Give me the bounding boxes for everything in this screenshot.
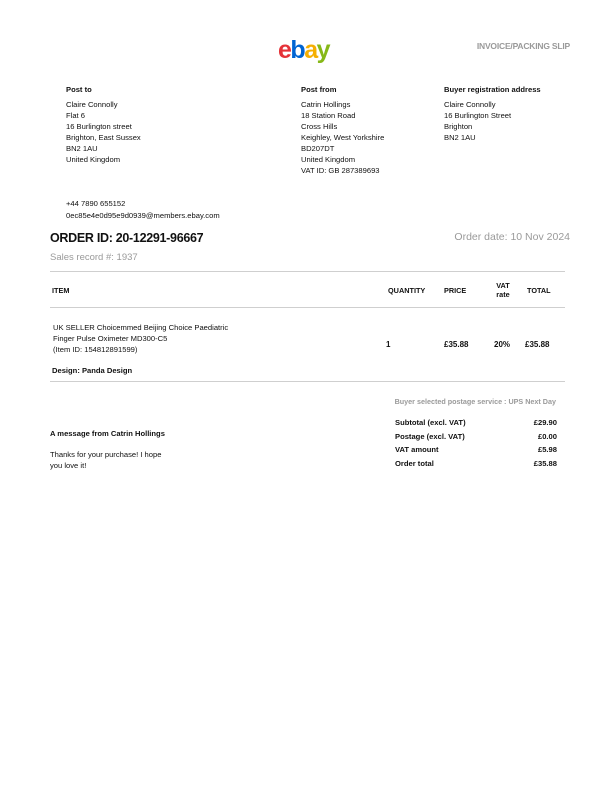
seller-message-body bbox=[50, 449, 200, 471]
address-line: 18 Station Road bbox=[301, 111, 356, 120]
post-from-heading: Post from bbox=[301, 85, 337, 94]
address-line: Brighton bbox=[444, 122, 473, 131]
totals-row-order-total bbox=[395, 459, 557, 473]
vat-id: VAT ID: GB 287389693 bbox=[301, 166, 380, 175]
address-line: BN2 1AU bbox=[66, 144, 98, 153]
seller-message-title: A message from Catrin Hollings bbox=[50, 429, 165, 438]
logo-letter-a: a bbox=[304, 36, 317, 64]
address-line: Flat 6 bbox=[66, 111, 85, 120]
logo-letter-b: b bbox=[290, 36, 305, 64]
buyer-phone: +44 7890 655152 bbox=[66, 199, 126, 208]
column-header-item: ITEM bbox=[52, 286, 70, 295]
address-line: Cross Hills bbox=[301, 122, 338, 131]
address-line: Claire Connolly bbox=[66, 100, 118, 109]
column-header-quantity: QUANTITY bbox=[388, 286, 426, 295]
totals-label: Subtotal (excl. VAT) bbox=[395, 418, 466, 427]
totals-value: £35.88 bbox=[533, 458, 557, 468]
totals-label: Postage (excl. VAT) bbox=[395, 431, 465, 441]
buyer-email: 0ec85e4e0d95e9d0939@members.ebay.com bbox=[66, 211, 220, 220]
address-line: BN2 1AU bbox=[444, 133, 476, 142]
item-vat-rate: 20% bbox=[494, 340, 511, 349]
address-line: Claire Connolly bbox=[444, 100, 496, 109]
sales-record: Sales record #: 1937 bbox=[50, 252, 138, 263]
order-date: Order date: 10 Nov 2024 bbox=[454, 231, 570, 243]
totals-value: £5.98 bbox=[537, 445, 557, 454]
table-top-divider bbox=[50, 271, 565, 272]
post-from-address bbox=[301, 84, 441, 176]
address-line: Catrin Hollings bbox=[301, 100, 351, 109]
item-title-line: Finger Pulse Oximeter MD300-C5 bbox=[53, 334, 168, 343]
vat-header-line: VAT bbox=[496, 281, 510, 290]
logo-letter-y: y bbox=[316, 36, 329, 64]
item-total: £35.88 bbox=[525, 340, 550, 349]
logo-letter-e: e bbox=[278, 36, 291, 64]
post-to-address bbox=[66, 84, 266, 165]
address-line: 16 Burlington street bbox=[66, 122, 132, 131]
ebay-logo bbox=[278, 38, 329, 63]
totals-value: £29.90 bbox=[533, 418, 557, 427]
column-header-price: PRICE bbox=[444, 286, 467, 295]
totals-row-subtotal bbox=[395, 418, 557, 432]
document-type-label: INVOICE/PACKING SLIP bbox=[476, 41, 570, 51]
totals-row-postage bbox=[395, 432, 557, 446]
order-totals bbox=[395, 418, 557, 472]
totals-label: Order total bbox=[395, 458, 434, 468]
address-line: United Kingdom bbox=[301, 155, 356, 164]
table-header-divider bbox=[50, 307, 565, 308]
address-line: Brighton, East Sussex bbox=[66, 133, 141, 142]
address-line: 16 Burlington Street bbox=[444, 111, 512, 120]
totals-value: £0.00 bbox=[537, 431, 557, 441]
column-header-total: TOTAL bbox=[527, 286, 551, 295]
totals-row-vat bbox=[395, 445, 557, 459]
message-line: Thanks for your purchase! I hope bbox=[50, 450, 162, 459]
postage-service: Buyer selected postage service : UPS Next Day bbox=[394, 397, 556, 406]
buyer-contact bbox=[66, 198, 220, 222]
item-price: £35.88 bbox=[444, 340, 469, 349]
address-line: United Kingdom bbox=[66, 155, 121, 164]
item-design-variant: Design: Panda Design bbox=[52, 366, 133, 375]
table-bottom-divider bbox=[50, 381, 565, 382]
buyer-registration-heading: Buyer registration address bbox=[444, 85, 541, 94]
order-id: ORDER ID: 20-12291-96667 bbox=[50, 231, 204, 245]
column-header-vat-rate bbox=[492, 281, 514, 299]
message-line: you love it! bbox=[50, 461, 87, 470]
vat-header-line: rate bbox=[496, 290, 510, 299]
totals-label: VAT amount bbox=[395, 445, 439, 454]
post-to-heading: Post to bbox=[66, 85, 92, 94]
item-id: (Item ID: 154812891599) bbox=[53, 345, 138, 354]
buyer-registration-address bbox=[444, 84, 574, 143]
item-description bbox=[53, 322, 303, 355]
address-line: Keighley, West Yorkshire bbox=[301, 133, 385, 142]
item-title-line: UK SELLER Choicemmed Beijing Choice Paediatric bbox=[53, 323, 229, 332]
item-quantity: 1 bbox=[386, 340, 391, 349]
address-line: BD207DT bbox=[301, 144, 335, 153]
